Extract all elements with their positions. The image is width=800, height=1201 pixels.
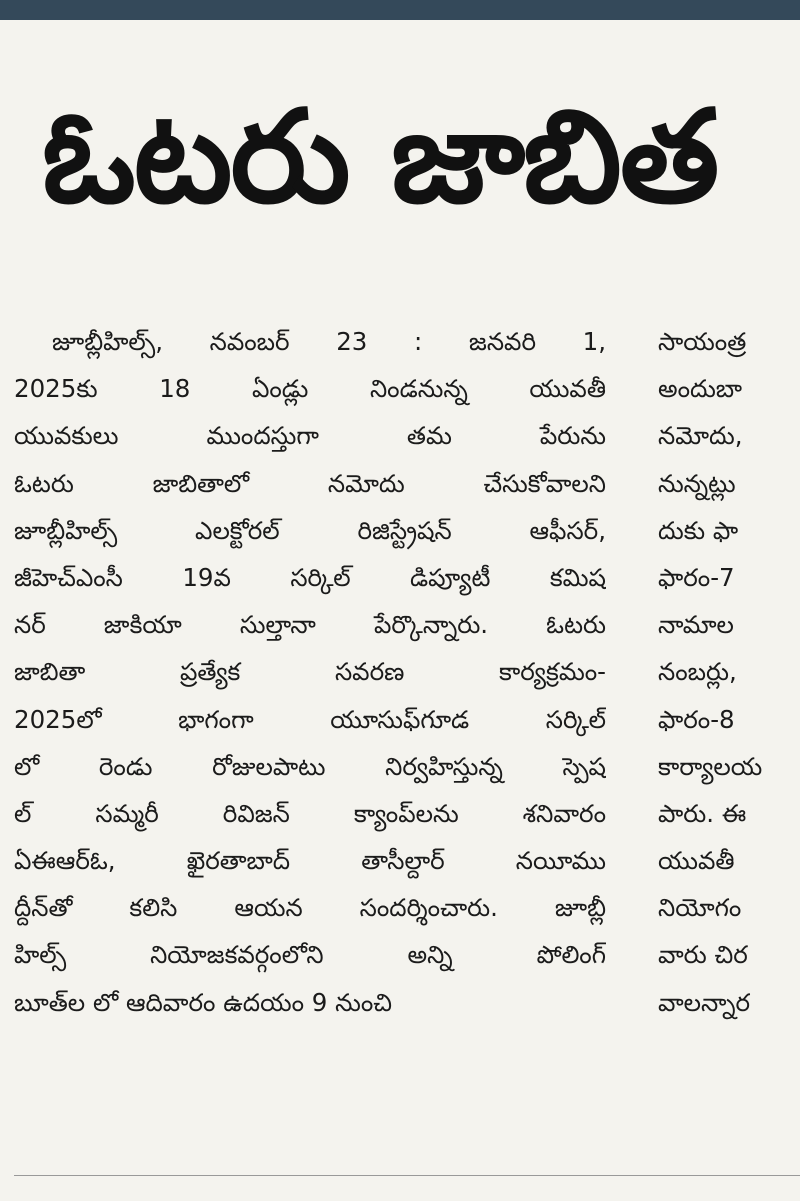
article-left-line: 2025కు 18 ఏండ్లు నిండనున్న యువతీ (14, 374, 606, 404)
top-banner-bar (0, 0, 800, 20)
article-left-line: ల్ సమ్మరీ రివిజన్ క్యాంప్‌లను శనివారం (14, 798, 606, 828)
headline: ఓటరు జాబిత (42, 83, 718, 232)
article-right-line: ఫారం-7 (658, 562, 735, 592)
article-right-line: వాలన్నార (658, 987, 750, 1017)
article-left-line: యువకులు ముందస్తుగా తమ పేరును (14, 421, 606, 451)
article-left-line: హిల్స్ నియోజకవర్గంలోని అన్ని పోలింగ్ (14, 940, 606, 970)
article-left-line: నర్ జాకియా సుల్తానా పేర్కొన్నారు. ఓటరు (14, 610, 606, 640)
article-right-line: నమోదు, (658, 421, 743, 451)
headline-area (0, 40, 800, 300)
article-column-right (658, 318, 800, 1026)
article-right-line: అందుబా (658, 374, 743, 404)
article-column-left (14, 318, 606, 1026)
article-left-line: ద్దీన్‌తో కలిసి ఆయన సందర్శించారు. జూబ్లీ (14, 893, 606, 923)
article-right-line: పారు. ఈ (658, 798, 747, 828)
article-right-line: నంబర్లు, (658, 657, 737, 687)
article-right-line: కార్యాలయ (658, 751, 763, 781)
article-right-line: ఫారం-8 (658, 704, 735, 734)
article-right-line: దుకు ఫా (658, 515, 739, 545)
article-right-line: నామాల (658, 610, 734, 640)
article-left-line: ఓటరు జాబితాలో నమోదు చేసుకోవాలని (14, 468, 606, 498)
article-left-line: జాబితా ప్రత్యేక సవరణ కార్యక్రమం- (14, 657, 606, 687)
article-left-line: జీహెచ్ఎంసీ 19వ సర్కిల్ డిప్యూటీ కమిష (14, 562, 606, 592)
article-left-line: 2025లో భాగంగా యూసుఫ్‌గూడ సర్కిల్ (14, 704, 606, 734)
article-right-line: యువతీ (658, 846, 735, 876)
bottom-divider (14, 1175, 800, 1176)
article-right-line: నియోగం (658, 893, 742, 923)
article-right-line: సాయంత్ర (658, 327, 747, 356)
article-left-line: బూత్‌ల లో ఆదివారం ఉదయం 9 నుంచి (14, 987, 393, 1017)
article-right-line: నున్నట్లు (658, 468, 736, 498)
article-left-line: జూబ్లీహిల్స్, నవంబర్ 23 : జనవరి 1, (52, 327, 606, 356)
article-left-line: ఏఈఆర్ఓ, ఖైరతాబాద్ తాసీల్దార్ నయీము (14, 846, 606, 876)
article-left-line: లో రెండు రోజులపాటు నిర్వహిస్తున్న స్పెష (14, 751, 606, 781)
article-right-line: వారు చిర (658, 940, 748, 970)
article-left-line: జూబ్లీహిల్స్ ఎలక్టోరల్ రిజిస్ట్రేషన్ ఆఫీసర్, (14, 515, 606, 545)
